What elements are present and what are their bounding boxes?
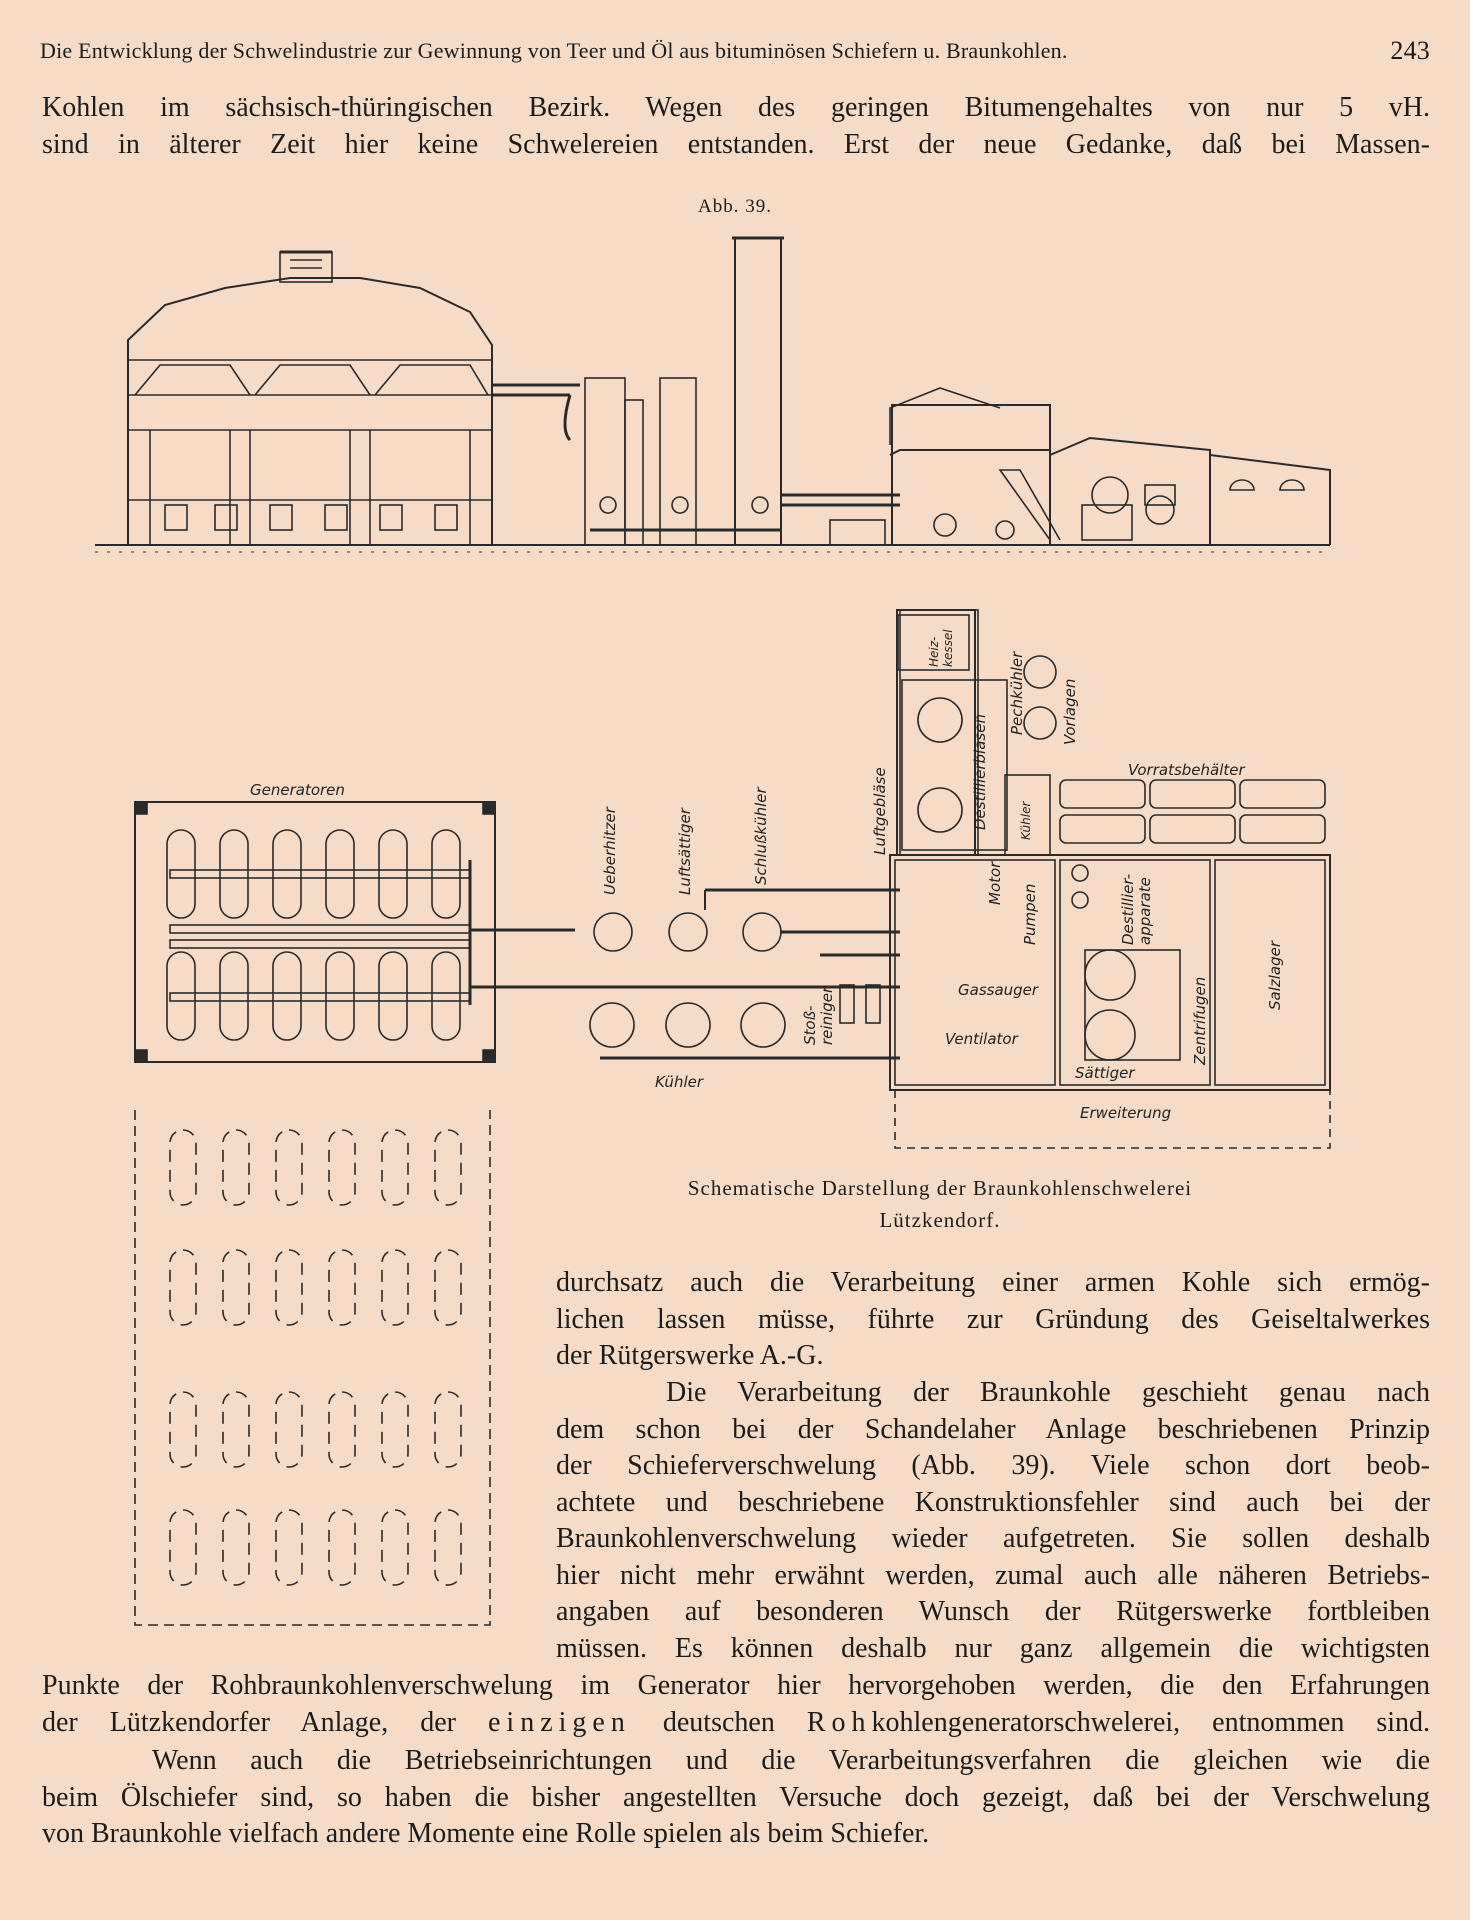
- label-vorratsbehaelter: Vorratsbehälter: [1128, 761, 1245, 779]
- label-gassauger: Gassauger: [958, 981, 1039, 999]
- text-line: der Schieferverschwelung (Abb. 39). Viele schon dort beob-: [556, 1450, 1430, 1481]
- elevation-view: [95, 238, 1330, 552]
- future-generators: [170, 1130, 461, 1585]
- label-kuehler: Kühler: [655, 1073, 704, 1091]
- text-line: durchsatz auch die Verarbeitung einer armen Kohle sich ermög-: [556, 1267, 1430, 1298]
- text-line: müssen. Es können deshalb nur ganz allgemein die wichtigsten: [556, 1632, 1430, 1664]
- label-zentrifugen: Zentrifugen: [1191, 976, 1209, 1065]
- figure-number: Abb. 39.: [698, 196, 772, 217]
- label-pumpen: Pumpen: [1021, 883, 1039, 945]
- body-full: [42, 1668, 1430, 1741]
- label-luftgeblaese: Luftgebläse: [871, 767, 889, 855]
- text-line: Die Verarbeitung der Braunkohle geschieht genau nach: [666, 1377, 1430, 1408]
- label-heizkessel-2: kessel: [941, 629, 955, 667]
- caption-line: Lützkendorf.: [879, 1208, 1001, 1232]
- label-motor: Motor: [986, 861, 1004, 905]
- text-line: angaben auf besonderen Wunsch der Rütgerswerke fortbleiben: [556, 1596, 1430, 1627]
- text-line: Wenn auch die Betriebseinrichtungen und die Verarbeitungsverfahren die gleichen wie die: [152, 1745, 1430, 1776]
- text-line: hier nicht mehr erwähnt werden, zumal auch alle näheren Betriebs-: [556, 1559, 1430, 1591]
- text-line: sind in älterer Zeit hier keine Schwelereien entstanden. Erst der neue Gedanke, daß bei Massen-: [42, 128, 1430, 160]
- caption-line: Schematische Darstellung der Braunkohlenschwelerei: [687, 1176, 1193, 1200]
- page-number: 243: [1390, 36, 1430, 65]
- text-line: dem schon bei der Schandelaher Anlage beschriebenen Prinzip: [556, 1413, 1430, 1445]
- label-pechkuehler: Pechkühler: [1008, 651, 1026, 735]
- label-salzlager: Salzlager: [1266, 940, 1284, 1010]
- text-line: lichen lassen müsse, führte zur Gründung des Geiseltalwerkes: [556, 1303, 1430, 1335]
- text-span: der Lützkendorfer Anlage, der: [42, 1706, 456, 1738]
- label-ueberhitzer: Ueberhitzer: [601, 807, 619, 895]
- figure-labels: [250, 629, 1284, 1122]
- label-erweiterung: Erweiterung: [1080, 1104, 1172, 1122]
- label-kuehler-small: Kühler: [1019, 801, 1033, 840]
- figure-caption: [560, 1172, 1320, 1236]
- text-span: kohlengeneratorschwelerei, entnommen sind.: [871, 1706, 1431, 1738]
- final-paragraph: [42, 1743, 1430, 1853]
- text-line: Punkte der Rohbraunkohlenverschwelung im Generator hier hervorgehoben werden, die den Erfahrungen: [42, 1670, 1430, 1701]
- label-stossreiniger-1: Stoß-: [801, 1005, 819, 1045]
- running-head-title: Die Entwicklung der Schwelindustrie zur Gewinnung von Teer und Öl aus bituminösen Schiefern u. Braunkohlen.: [40, 38, 1068, 63]
- label-ventilator: Ventilator: [945, 1030, 1018, 1048]
- label-vorlagen: Vorlagen: [1061, 678, 1079, 745]
- label-saettiger: Sättiger: [1075, 1064, 1135, 1082]
- label-destillierapparate-2: apparate: [1136, 877, 1154, 945]
- text-span: deutschen: [662, 1706, 775, 1738]
- label-destillierblasen: Destillierblasen: [971, 714, 989, 830]
- text-line: beim Ölschiefer sind, so haben die bisher angestellten Versuche doch gezeigt, daß bei der Verschwelung: [42, 1781, 1430, 1813]
- emphasis-span: einzigen: [488, 1706, 631, 1738]
- text-line: von Braunkohle vielfach andere Momente eine Rolle spielen als beim Schiefer.: [42, 1818, 930, 1849]
- label-stossreiniger-2: reiniger: [818, 986, 836, 1045]
- label-luftsaettiger: Luftsättiger: [676, 808, 694, 895]
- label-heizkessel-1: Heiz-: [927, 636, 941, 667]
- label-generatoren: Generatoren: [250, 781, 345, 799]
- text-line: der Rütgerswerke A.-G.: [556, 1340, 824, 1371]
- body-narrow-2: [556, 1375, 1430, 1667]
- text-line: Braunkohlenverschwelung wieder aufgetreten. Sie sollen deshalb: [556, 1523, 1430, 1554]
- label-schlusskuehler: Schlußkühler: [752, 787, 770, 885]
- text-line: Kohlen im sächsisch-thüringischen Bezirk. Wegen des geringen Bitumengehaltes von nur 5 vH.: [42, 92, 1430, 123]
- label-destillierapparate-1: Destillier-: [1119, 873, 1137, 945]
- body-narrow: [556, 1265, 1430, 1375]
- emphasis-span: Roh: [806, 1706, 872, 1738]
- text-line: achtete und beschriebene Konstruktionsfehler sind auch bei der: [556, 1486, 1430, 1518]
- text-line: [42, 1705, 1430, 1742]
